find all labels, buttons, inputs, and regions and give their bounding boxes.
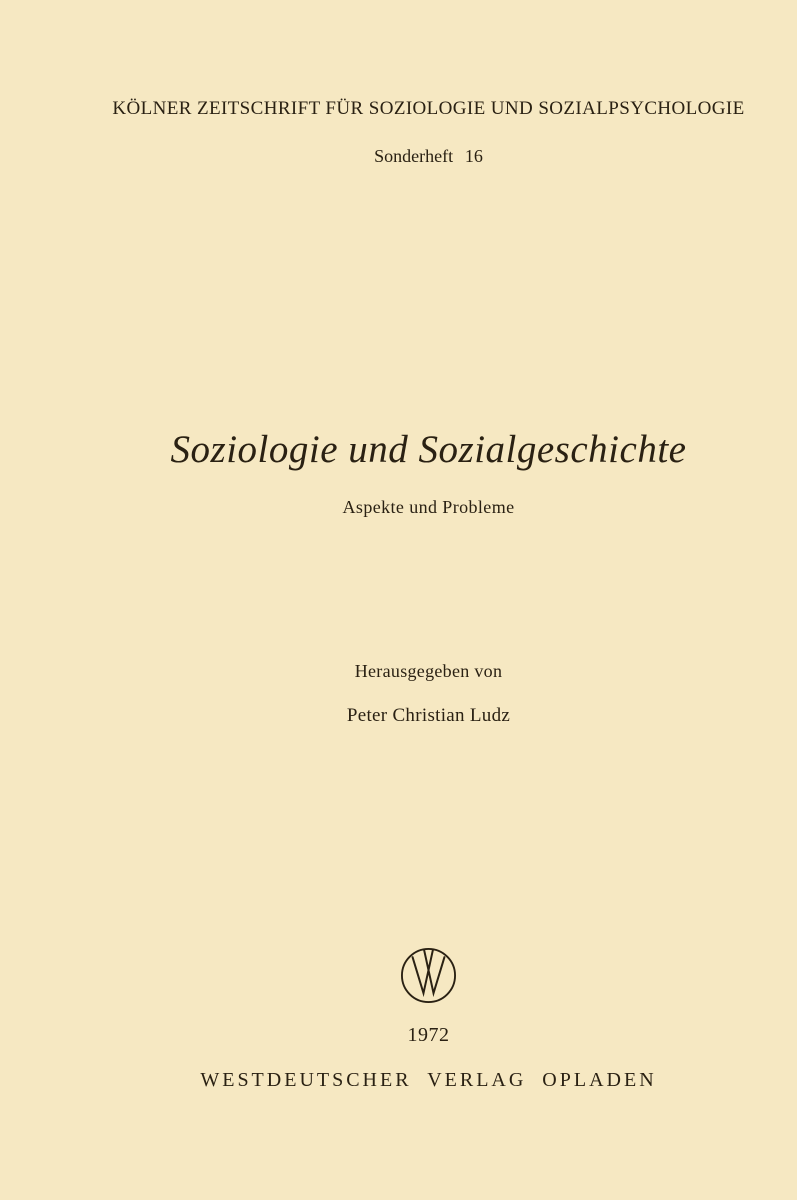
issue-number-line: Sonderheft 16 <box>374 146 483 166</box>
publisher-imprint-line: WESTDEUTSCHER VERLAG OPLADEN <box>200 1069 657 1091</box>
publisher-logo <box>30 946 797 1006</box>
edited-by-label: Herausgegeben von <box>354 661 503 681</box>
editor-name: Peter Christian Ludz <box>346 705 511 726</box>
westdeutscher-verlag-w-monogram-icon <box>399 992 458 1009</box>
content-column <box>30 0 797 1200</box>
book-subtitle: Aspekte und Probleme <box>342 497 515 517</box>
book-title: Soziologie und Sozialgeschichte <box>170 428 687 471</box>
publication-year: 1972 <box>407 1024 450 1046</box>
journal-title-line: KÖLNER ZEITSCHRIFT FÜR SOZIOLOGIE UND SOZIALPSYCHOLOGIE <box>112 98 745 119</box>
